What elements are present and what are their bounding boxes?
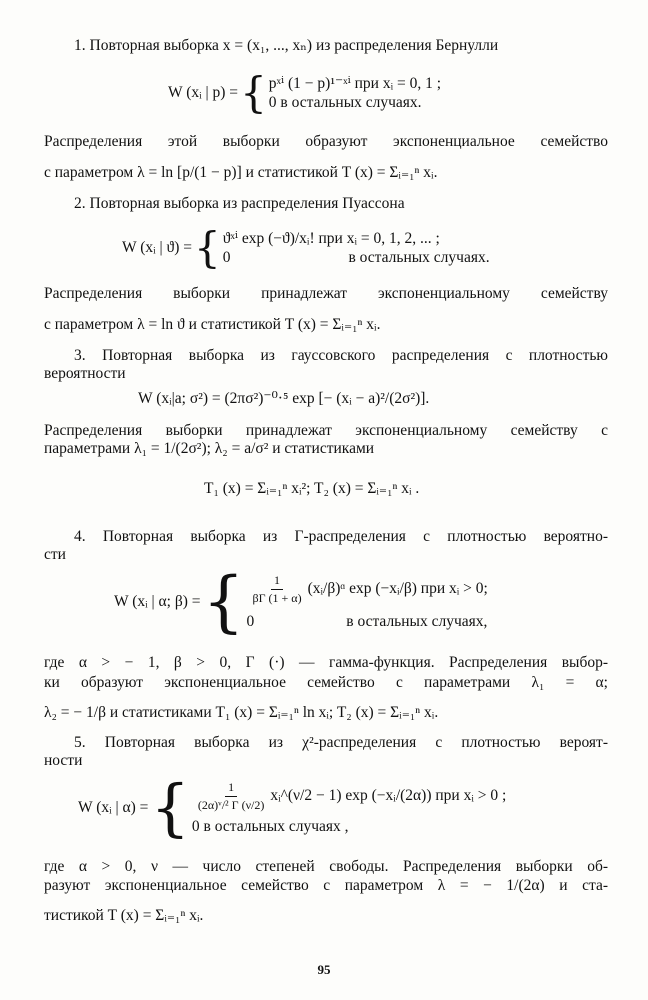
ex2-case2-text: в остальных случаях.	[348, 249, 490, 266]
ex2-case2	[223, 248, 490, 267]
ex5-case1-rest: xᵢ^(ν/2 − 1) exp (−xᵢ/(2α)) при xᵢ > 0 ;	[270, 786, 507, 804]
ex4-case1	[247, 573, 488, 606]
ex5-intro2: ности	[44, 752, 83, 769]
ex1-formula	[168, 68, 441, 118]
ex2-lhs: W (xᵢ | ϑ) =	[122, 239, 192, 257]
ex3-intro2: вероятности	[44, 365, 126, 382]
ex4-brace: {	[202, 563, 245, 640]
ex3-formula: W (xᵢ|a; σ²) = (2πσ²)⁻⁰·⁵ exp [− (xᵢ − a)²/(2σ²)].	[138, 390, 430, 407]
ex4-text1: где α > − 1, β > 0, Γ (·) — гамма-функция. Распределения выбор-	[44, 654, 608, 671]
ex5-text3: тистикой T (x) = Σᵢ₌₁ⁿ xᵢ.	[44, 907, 204, 924]
ex2-case2-zero: 0	[222, 249, 231, 266]
ex4-frac-den: βΓ (1 + α)	[252, 590, 302, 605]
ex1-lhs: W (xᵢ | p) =	[168, 84, 239, 102]
ex2-text2: с параметром λ = ln ϑ и статистикой T (x) = Σᵢ₌₁ⁿ xᵢ.	[44, 316, 381, 333]
ex2-case1: ϑˣⁱ exp (−ϑ)/xᵢ! при xᵢ = 0, 1, 2, ... ;	[222, 229, 440, 247]
ex2-text1: Распределения выборки принадлежат экспоненциальному семейству	[44, 285, 608, 302]
ex4-cases	[247, 573, 488, 631]
ex2-cases	[223, 229, 490, 268]
ex5-text2: разуют экспоненциальное семейство с параметром λ = − 1/(2α) и ста-	[44, 877, 608, 894]
ex5-cases	[192, 780, 506, 836]
ex5-brace: {	[150, 771, 190, 844]
ex3-intro1: 3. Повторная выборка из гауссовского распределения с плотностью	[74, 347, 608, 364]
ex3-stats: T₁ (x) = Σᵢ₌₁ⁿ xᵢ²; T₂ (x) = Σᵢ₌₁ⁿ xᵢ .	[204, 480, 420, 497]
ex4-intro2: сти	[44, 546, 66, 563]
ex4-case2-text: в остальных случаях,	[346, 612, 488, 630]
ex5-formula	[78, 772, 506, 844]
ex5-lhs: W (xᵢ | α) =	[78, 799, 149, 817]
ex4-lhs: W (xᵢ | α; β) =	[114, 593, 201, 611]
ex5-frac-num: 1	[225, 780, 237, 797]
ex1-brace: {	[240, 68, 267, 117]
ex5-intro1: 5. Повторная выборка из χ²-распределения с плотностью вероят-	[74, 734, 608, 751]
ex4-fraction	[250, 573, 305, 606]
ex4-text2: ки образуют экспоненциальное семейство с параметрами λ₁ = α;	[44, 674, 608, 691]
ex5-fraction	[195, 780, 267, 813]
ex4-case1-rest: (xᵢ/β)ᵅ exp (−xᵢ/β) при xᵢ > 0;	[307, 579, 488, 597]
ex1-case2: 0 в остальных случаях.	[268, 94, 422, 111]
ex5-frac-den: (2α)ᵛ/² Γ (ν/2)	[197, 797, 265, 812]
ex1-intro: 1. Повторная выборка x = (x₁, ..., xₙ) из распределения Бернулли	[74, 37, 499, 54]
page-number: 95	[317, 962, 331, 977]
ex5-case2: 0 в остальных случаях ,	[191, 817, 349, 835]
ex4-frac-num: 1	[271, 573, 283, 590]
ex4-case2-zero: 0	[246, 612, 255, 630]
ex2-intro: 2. Повторная выборка из распределения Пуассона	[74, 195, 405, 212]
ex1-cases	[269, 74, 441, 113]
ex4-case2	[247, 612, 488, 631]
ex3-text1: Распределения выборки принадлежат экспоненциальному семейству с	[44, 422, 608, 439]
ex1-text2: с параметром λ = ln [p/(1 − p)] и статистикой T (x) = Σᵢ₌₁ⁿ xᵢ.	[44, 164, 438, 181]
ex3-text2: параметрами λ₁ = 1/(2σ²); λ₂ = a/σ² и статистиками	[44, 440, 375, 457]
ex2-formula	[122, 222, 490, 274]
ex1-case1: pˣⁱ (1 − p)¹⁻ˣⁱ при xᵢ = 0, 1 ;	[268, 74, 442, 92]
ex4-intro1: 4. Повторная выборка из Γ-распределения с плотностью вероятно-	[74, 528, 608, 545]
ex2-brace: {	[193, 223, 221, 272]
ex5-case1	[192, 780, 506, 813]
ex1-text1: Распределения этой выборки образуют экспоненциальное семейство	[44, 133, 608, 150]
ex5-text1: где α > 0, ν — число степеней свободы. Распределения выборки об-	[44, 858, 608, 875]
ex4-text3: λ₂ = − 1/β и статистиками T₁ (x) = Σᵢ₌₁ⁿ ln xᵢ; T₂ (x) = Σᵢ₌₁ⁿ xᵢ.	[44, 704, 439, 721]
ex4-formula	[114, 564, 488, 640]
